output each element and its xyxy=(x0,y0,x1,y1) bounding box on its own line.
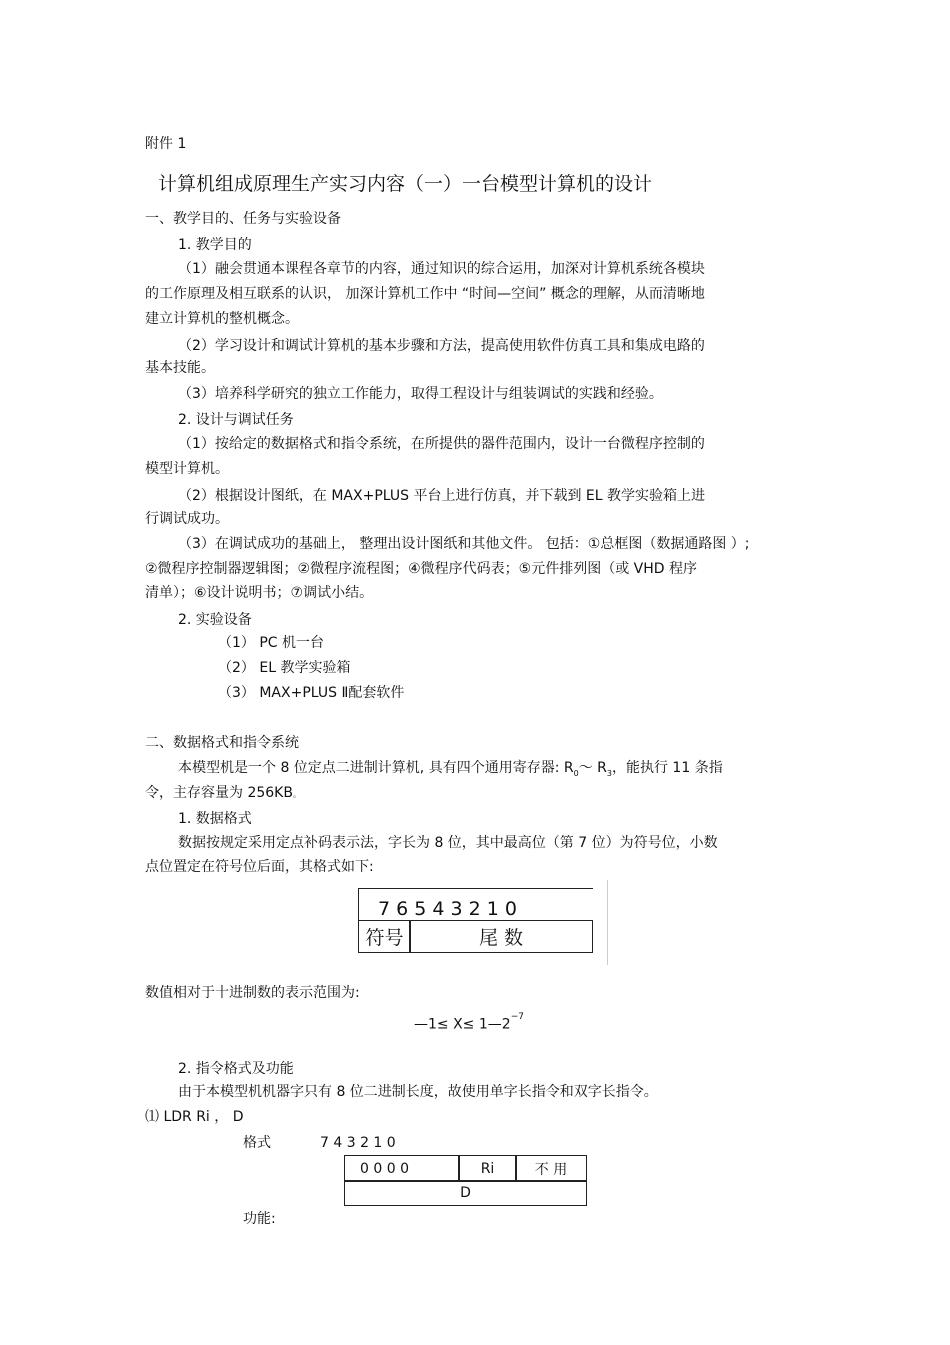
memory-text: 令，主存容量为 256KB xyxy=(145,785,293,801)
paragraph-line: ②微程序控制器逻辑图；②微程序流程图；④微程序代码表；⑤元件排列图（或 VHD 程序 xyxy=(145,561,697,577)
format-bit-header: 7 4 3 2 1 0 xyxy=(320,1135,396,1151)
paragraph-line: （2）学习设计和调试计算机的基本步骤和方法，提高使用软件仿真工具和集成电路的 xyxy=(178,338,705,354)
paragraph-line: 数据按规定采用定点补码表示法，字长为 8 位，其中最高位（第 7 位）为符号位，小数 xyxy=(178,835,718,851)
mantissa-cell: 尾 数 xyxy=(409,920,593,953)
equipment-item: （3） MAX+PLUS Ⅱ配套软件 xyxy=(218,685,405,701)
ri-cell: Ri xyxy=(458,1155,517,1182)
range-exponent: −7 xyxy=(510,1012,524,1022)
paragraph-line xyxy=(178,759,723,783)
paragraph-line: 基本技能。 xyxy=(145,360,215,376)
paragraph-line: 清单）；⑥设计说明书；⑦调试小结。 xyxy=(145,585,374,601)
section1-heading: 一、教学目的、任务与实验设备 xyxy=(145,211,341,227)
paragraph-line: 行调试成功。 xyxy=(145,511,229,527)
diagram-right-rule xyxy=(607,880,608,965)
instruction-ldr: ⑴ LDR Ri ， D xyxy=(145,1109,244,1125)
paragraph-line: 点位置定在符号位后面，其格式如下: xyxy=(145,859,374,875)
d-field-cell: D xyxy=(344,1180,587,1206)
paragraph-line: 的工作原理及相互联系的认识， 加深计算机工作中 “时间—空间” 概念的理解，从而清晰地 xyxy=(145,286,705,302)
page-title: 计算机组成原理生产实习内容（一）一台模型计算机的设计 xyxy=(158,173,653,195)
paragraph-line: 模型计算机。 xyxy=(145,461,229,477)
paragraph-line: （3）培养科学研究的独立工作能力，取得工程设计与组装调试的实践和经验。 xyxy=(178,386,663,402)
paragraph-line: （1）按给定的数据格式和指令系统，在所提供的器件范围内，设计一台微程序控制的 xyxy=(178,436,705,452)
register-subscript: 3 xyxy=(606,768,612,778)
sign-bit-cell: 符号 xyxy=(358,920,411,953)
format-label: 格式 xyxy=(243,1135,271,1151)
paragraph-line: （1）融会贯通本课程各章节的内容，通过知识的综合运用，加深对计算机系统各模块 xyxy=(178,261,705,277)
paragraph-line: （3）在调试成功的基础上， 整理出设计图纸和其他文件。 包括：①总框图（数据通路图 ）; xyxy=(178,536,750,552)
register-subscript: 0 xyxy=(573,768,579,778)
intro-text-b: ～ R xyxy=(578,760,607,776)
paragraph-line xyxy=(145,784,301,804)
range-label: 数值相对于十进制数的表示范围为: xyxy=(145,985,360,1001)
equipment-item: （2） EL 教学实验箱 xyxy=(218,660,351,676)
intro-text-c: ，能执行 11 条指 xyxy=(611,760,723,776)
paragraph-line: 由于本模型机机器字只有 8 位二进制长度，故使用单字长指令和双字长指令。 xyxy=(178,1084,658,1100)
bit-position-header: 7 6 5 4 3 2 1 0 xyxy=(378,898,517,920)
range-formula xyxy=(414,1012,524,1034)
section2-heading: 二、数据格式和指令系统 xyxy=(145,735,299,751)
unused-cell: 不 用 xyxy=(515,1155,587,1182)
attachment-label: 附件 1 xyxy=(145,136,187,152)
paragraph-line: 建立计算机的整机概念。 xyxy=(145,311,299,327)
intro-text-a: 本模型机是一个 8 位定点二进制计算机, 具有四个通用寄存器: R xyxy=(178,760,574,776)
design-task-heading: 2. 设计与调试任务 xyxy=(178,412,294,428)
memory-tail: 。 xyxy=(292,790,301,799)
teaching-purpose-heading: 1. 教学目的 xyxy=(178,237,252,253)
data-format-heading: 1. 数据格式 xyxy=(178,811,252,827)
opcode-cell: 0 0 0 0 xyxy=(344,1155,460,1182)
instruction-format-heading: 2. 指令格式及功能 xyxy=(178,1061,294,1077)
equipment-item: （1） PC 机一台 xyxy=(218,635,325,651)
paragraph-line: （2）根据设计图纸，在 MAX+PLUS 平台上进行仿真，并下载到 EL 教学实验箱上进 xyxy=(178,488,706,504)
function-label: 功能: xyxy=(243,1211,276,1227)
range-formula-text: —1≤ X≤ 1—2 xyxy=(414,1016,511,1033)
equipment-heading: 2. 实验设备 xyxy=(178,612,252,628)
